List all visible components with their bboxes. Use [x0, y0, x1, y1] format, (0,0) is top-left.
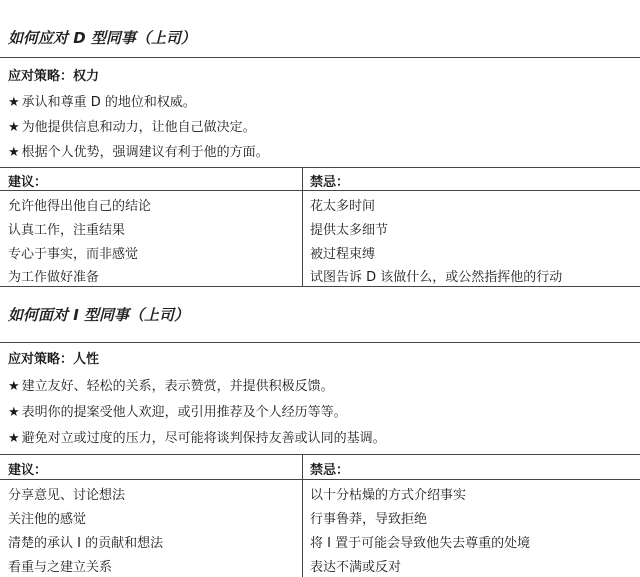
strategy-point-text: 避免对立或过度的压力，尽可能将谈判保持友善或认同的基调。 [21, 431, 386, 446]
taboo-item: 表达不满或反对 [310, 560, 402, 575]
advice-item: 关注他的感觉 [8, 512, 87, 527]
section-i-type [0, 290, 640, 574]
star-icon: ★ [8, 405, 20, 420]
strategy-heading [8, 65, 99, 84]
taboo-item: 试图告诉 D 该做什么，或公然指挥他的行动 [310, 270, 563, 285]
section-title: 如何面对 I 型同事（上司） [8, 306, 190, 324]
star-icon: ★ [8, 431, 20, 446]
advice-table [0, 167, 640, 287]
advice-header: 建议： [8, 463, 48, 478]
divider [0, 57, 640, 58]
strategy-label: 应对策略： [8, 69, 74, 84]
strategy-value: 权力 [73, 69, 100, 84]
advice-item: 看重与之建立关系 [8, 560, 113, 575]
column-divider [302, 455, 303, 577]
strategy-point [8, 141, 269, 160]
strategy-point-text: 建立友好、轻松的关系，表示赞赏，并提供积极反馈。 [21, 379, 334, 394]
taboo-item: 被过程束缚 [310, 247, 376, 262]
advice-item: 清楚的承认 I 的贡献和想法 [8, 536, 164, 551]
header-divider [0, 479, 640, 480]
strategy-value: 人性 [73, 352, 100, 367]
strategy-point [8, 116, 256, 135]
strategy-label: 应对策略： [8, 352, 74, 367]
column-divider [302, 168, 303, 286]
strategy-point [8, 91, 196, 110]
strategy-point [8, 401, 347, 420]
strategy-point-text: 承认和尊重 D 的地位和权威。 [21, 95, 196, 110]
taboo-item: 提供太多细节 [310, 223, 389, 238]
taboo-item: 将 I 置于可能会导致他失去尊重的处境 [310, 536, 531, 551]
strategy-point [8, 375, 334, 394]
strategy-heading [8, 348, 99, 367]
advice-item: 认真工作，注重结果 [8, 223, 126, 238]
star-icon: ★ [8, 120, 20, 135]
taboo-item: 行事鲁莽，导致拒绝 [310, 512, 428, 527]
star-icon: ★ [8, 379, 20, 394]
advice-item: 允许他得出他自己的结论 [8, 199, 152, 214]
advice-item: 分享意见、讨论想法 [8, 488, 126, 503]
advice-item: 为工作做好准备 [8, 270, 100, 285]
star-icon: ★ [8, 95, 20, 110]
strategy-point-text: 为他提供信息和动力，让他自己做决定。 [21, 120, 256, 135]
section-title: 如何应对 D 型同事（上司） [8, 29, 196, 47]
advice-header: 建议： [8, 175, 48, 190]
strategy-point-text: 根据个人优势，强调建议有利于他的方面。 [21, 145, 269, 160]
advice-table [0, 454, 640, 577]
star-icon: ★ [8, 145, 20, 160]
taboo-header: 禁忌： [310, 463, 350, 478]
header-divider [0, 190, 640, 191]
taboo-item: 花太多时间 [310, 199, 376, 214]
taboo-item: 以十分枯燥的方式介绍事实 [310, 488, 467, 503]
divider [0, 342, 640, 343]
strategy-point [8, 427, 386, 446]
taboo-header: 禁忌： [310, 175, 350, 190]
strategy-point-text: 表明你的提案受他人欢迎，或引用推荐及个人经历等等。 [21, 405, 347, 420]
advice-item: 专心于事实，而非感觉 [8, 247, 139, 262]
